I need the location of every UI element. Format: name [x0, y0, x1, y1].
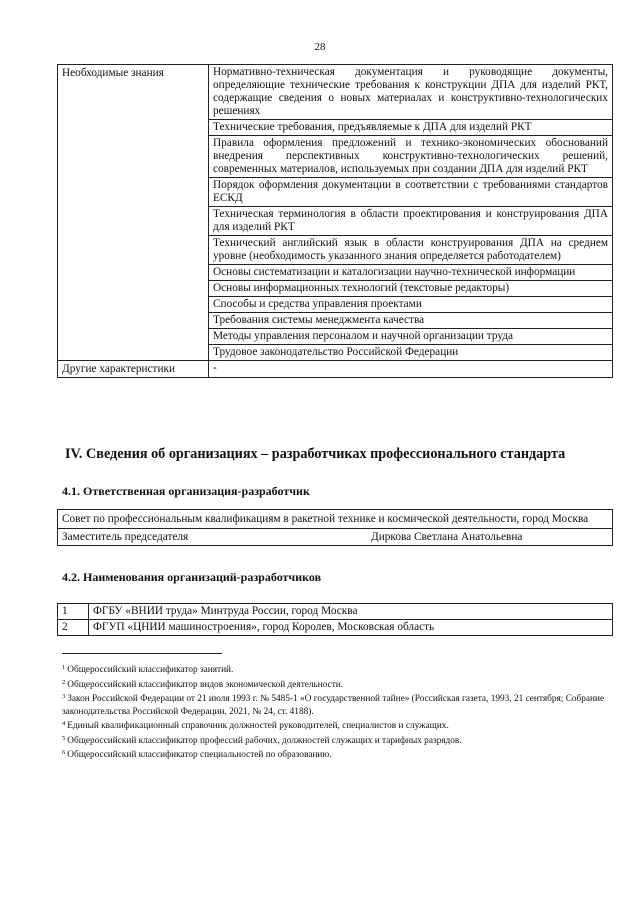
footnote	[62, 691, 610, 718]
knowledge-item: Технические требования, предъявляемые к ДПА для изделий РКТ	[209, 120, 613, 136]
footnote-mark: 2	[62, 678, 66, 686]
footnote-mark: 3	[62, 693, 66, 700]
developer-orgs-heading: 4.2. Наименования организаций-разработчиков	[62, 570, 322, 584]
table-row	[58, 361, 613, 378]
footnote-text: Единый квалификационный справочник должностей руководителей, специалистов и служащих.	[67, 721, 449, 731]
footnote-text: Закон Российской Федерации от 21 июля 1993 г. № 5485-1 «О государственной тайне» (Российская газета, 1993, 21 сентября; Собрание законодательства Российской Федерации, 2021, № 24, ст. 4188).	[62, 694, 605, 717]
knowledge-item: Методы управления персоналом и научной организации труда	[209, 329, 613, 345]
developer-name: ФГБУ «ВНИИ труда» Минтруда России, город Москва	[89, 604, 613, 620]
footnote	[62, 733, 610, 748]
knowledge-item: Требования системы менеджмента качества	[209, 313, 613, 329]
responsible-signatory	[58, 529, 612, 545]
other-characteristics-label: Другие характеристики	[58, 361, 209, 378]
footnote-text: Общероссийский классификатор видов экономической деятельности.	[67, 679, 344, 690]
knowledge-item: Технический английский язык в области конструирования ДПА на среднем уровне (необходимость указанного знания определяется работодателем)	[209, 236, 613, 265]
knowledge-item: Нормативно-техническая документация и руководящие документы, определяющие технические требования к конструкции ДПА для изделий РКТ, содержащие сведения о новых материалах и конструктивно-технологических решениях	[209, 65, 613, 120]
table-row	[58, 620, 613, 636]
footnotes	[62, 662, 610, 762]
footnote-mark: 6	[62, 749, 66, 756]
knowledge-item: Правила оформления предложений и технико-экономических обоснований внедрения перспективных конструктивно-технологических решений, современных материалов, используемых при создании ДПА для изделий РКТ	[209, 136, 613, 178]
knowledge-item: Способы и средства управления проектами	[209, 297, 613, 313]
footnote	[62, 677, 610, 692]
developer-name: ФГУП «ЦНИИ машиностроения», город Королев, Московская область	[89, 620, 613, 636]
footnote-text: Общероссийский классификатор занятий.	[67, 665, 234, 675]
other-characteristics-value: -	[209, 361, 613, 378]
table-row	[58, 604, 613, 620]
signatory-position: Заместитель председателя	[62, 531, 189, 543]
developer-num: 1	[58, 604, 89, 620]
footnote-text: Общероссийский классификатор специальностей по образованию.	[67, 750, 332, 760]
knowledge-item: Трудовое законодательство Российской Федерации	[209, 345, 613, 361]
developer-orgs-table	[57, 603, 613, 636]
footnote-mark: 4	[62, 720, 66, 727]
signatory-name: Диркова Светлана Анатольевна	[371, 531, 523, 543]
footnote-mark: 1	[62, 664, 66, 671]
page-number: 28	[314, 41, 326, 53]
knowledge-item: Основы информационных технологий (текстовые редакторы)	[209, 281, 613, 297]
footnote	[62, 718, 610, 733]
knowledge-item: Основы систематизации и каталогизации научно-технической информации	[209, 265, 613, 281]
requirements-table	[57, 64, 613, 378]
table-row	[58, 65, 613, 120]
footnote-text: Общероссийский классификатор профессий рабочих, должностей служащих и тарифных разрядов.	[67, 735, 462, 746]
footnote	[62, 747, 610, 762]
responsible-org-name: Совет по профессиональным квалификациям в ракетной технике и космической деятельности, город Москва	[58, 510, 612, 529]
footnote	[62, 662, 610, 677]
footnote-mark: 5	[62, 734, 66, 742]
responsible-org-box	[57, 509, 613, 546]
developer-num: 2	[58, 620, 89, 636]
responsible-org-heading: 4.1. Ответственная организация-разработчик	[62, 484, 310, 498]
section-title: IV. Сведения об организациях – разработчиках профессионального стандарта	[65, 446, 566, 462]
knowledge-item: Порядок оформления документации в соответствии с требованиями стандартов ЕСКД	[209, 178, 613, 207]
knowledge-label: Необходимые знания	[58, 65, 209, 361]
footnote-divider	[62, 653, 222, 654]
knowledge-item: Техническая терминология в области проектирования и конструирования ДПА для изделий РКТ	[209, 207, 613, 236]
